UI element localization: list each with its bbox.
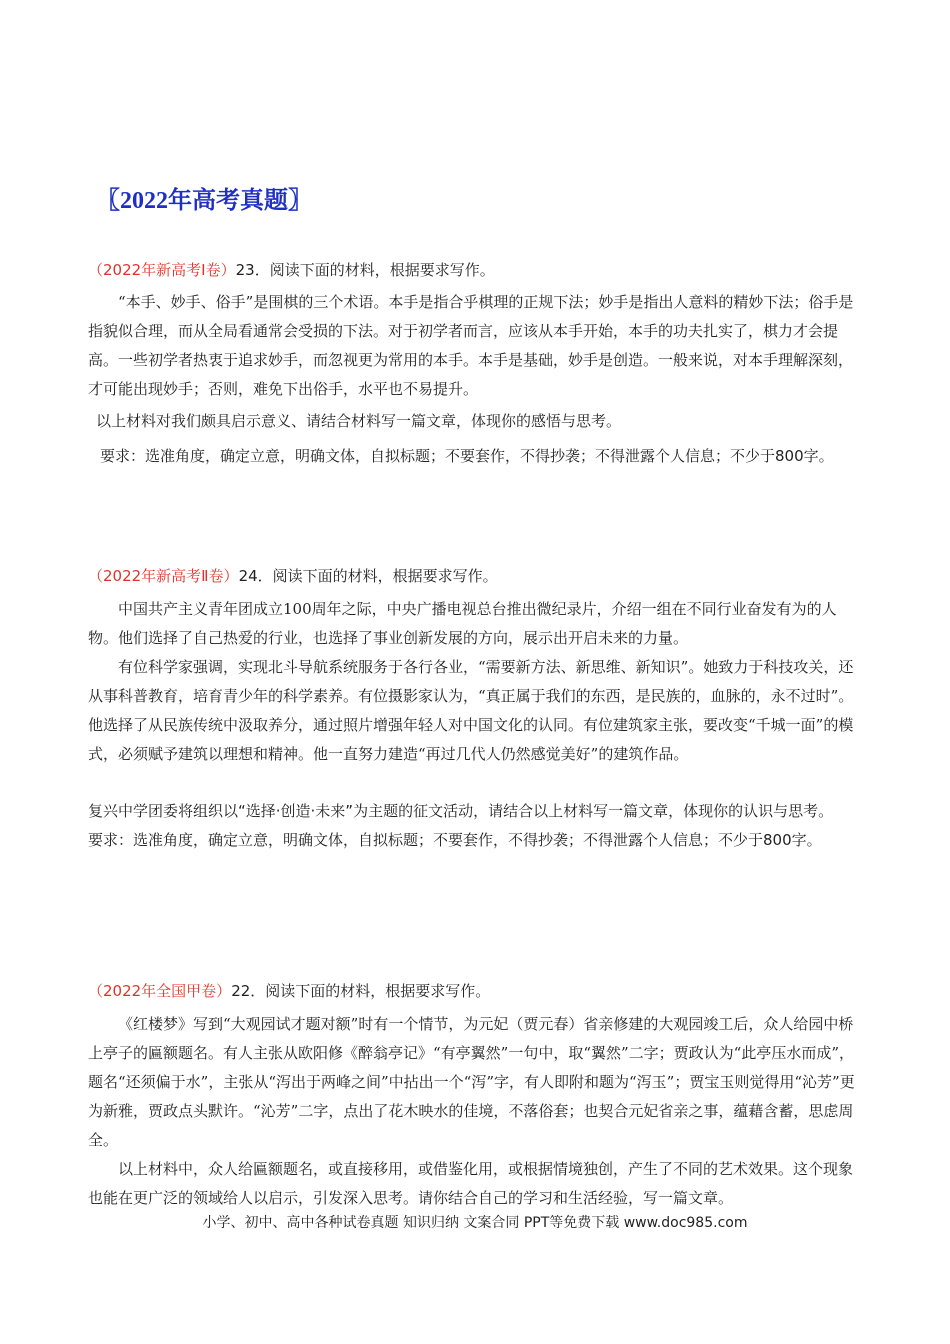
question-2-source: （2022年新高考Ⅱ卷） [88, 567, 239, 585]
question-3-header [88, 979, 490, 1003]
question-2-paragraph: 复兴中学团委将组织以“选择·创造·未来”为主题的征文活动，请结合以上材料写一篇文章，体现你的认识与思考。 [88, 802, 834, 820]
question-2-paragraph: 中国共产主义青年团成立100周年之际，中央广播电视总台推出微纪录片，介绍一组在不同行业奋发有为的人物。他们选择了自己热爱的行业，也选择了事业创新发展的方向，展示出开启未来的力量。 [88, 600, 837, 647]
question-2-prompt [88, 797, 858, 855]
question-2-body [88, 595, 858, 769]
question-1-requirements [88, 441, 868, 471]
question-3-title: 22．阅读下面的材料，根据要求写作。 [231, 982, 491, 1000]
question-1-title: 23．阅读下面的材料，根据要求写作。 [235, 261, 495, 279]
question-1-prompt [96, 409, 866, 433]
question-1-paragraph: “本手、妙手、俗手”是围棋的三个术语。本手是指合乎棋理的正规下法；妙手是指出人意料的精妙下法；俗手是指貌似合理，而从全局看通常会受损的下法。对于初学者而言，应该从本手开始，本手的功夫扎实了，棋力才会提高。一些初学者热衷于追求妙手，而忽视更为常用的本手。本手是基础，妙手是创造。一般来说，对本手理解深刻，才可能出现妙手；否则，难免下出俗手，水平也不易提升。 [88, 293, 854, 398]
question-2-paragraph: 要求：选准角度，确定立意，明确文体，自拟标题；不要套作，不得抄袭；不得泄露个人信息；不少于800字。 [88, 831, 822, 849]
question-3-source: （2022年全国甲卷） [88, 982, 232, 1000]
section-heading: 〖2022年高考真题〗 [96, 188, 312, 214]
question-3-body [88, 1010, 858, 1213]
question-1-paragraph: 要求：选准角度，确定立意，明确文体，自拟标题；不要套作，不得抄袭；不得泄露个人信息；不少于800字。 [100, 447, 834, 465]
question-2-header [88, 564, 498, 588]
question-2-paragraph: 有位科学家强调，实现北斗导航系统服务于各行各业，“需要新方法、新思维、新知识”。她致力于科技攻关，还从事科普教育，培育青少年的科学素养。有位摄影家认为，“真正属于我们的东西，是民族的，血脉的，永不过时”。他选择了从民族传统中汲取养分，通过照片增强年轻人对中国文化的认同。有位建筑家主张，要改变“千城一面”的模式，必须赋予建筑以理想和精神。他一直努力建造“再过几代人仍然感觉美好”的建筑作品。 [88, 658, 854, 763]
question-2-title: 24．阅读下面的材料，根据要求写作。 [238, 567, 498, 585]
question-3-paragraph: 《红楼梦》写到“大观园试才题对额”时有一个情节，为元妃（贾元春）省亲修建的大观园竣工后，众人给园中桥上亭子的匾额题名。有人主张从欧阳修《醉翁亭记》“有亭翼然”一句中，取“翼然”二字；贾政认为“此亭压水而成”，题名“还须偏于水”，主张从“泻出于两峰之间”中拈出一个“泻”字，有人即附和题为“泻玉”；贾宝玉则觉得用“沁芳”更为新雅，贾政点头默许。“沁芳”二字，点出了花木映水的佳境，不落俗套；也契合元妃省亲之事，蕴藉含蓄，思虑周全。 [88, 1015, 855, 1149]
question-1-header [88, 258, 495, 282]
question-3-paragraph: 以上材料中，众人给匾额题名，或直接移用，或借鉴化用，或根据情境独创，产生了不同的艺术效果。这个现象也能在更广泛的领域给人以启示，引发深入思考。请你结合自己的学习和生活经验，写一篇文章。 [88, 1160, 854, 1207]
page-footer: 小学、初中、高中各种试卷真题 知识归纳 文案合同 PPT等免费下载 www.doc985.com [202, 1215, 748, 1231]
question-1-paragraph: 以上材料对我们颇具启示意义、请结合材料写一篇文章，体现你的感悟与思考。 [96, 412, 622, 430]
question-1-source: （2022年新高考Ⅰ卷） [88, 261, 236, 279]
question-1-body [88, 288, 858, 404]
